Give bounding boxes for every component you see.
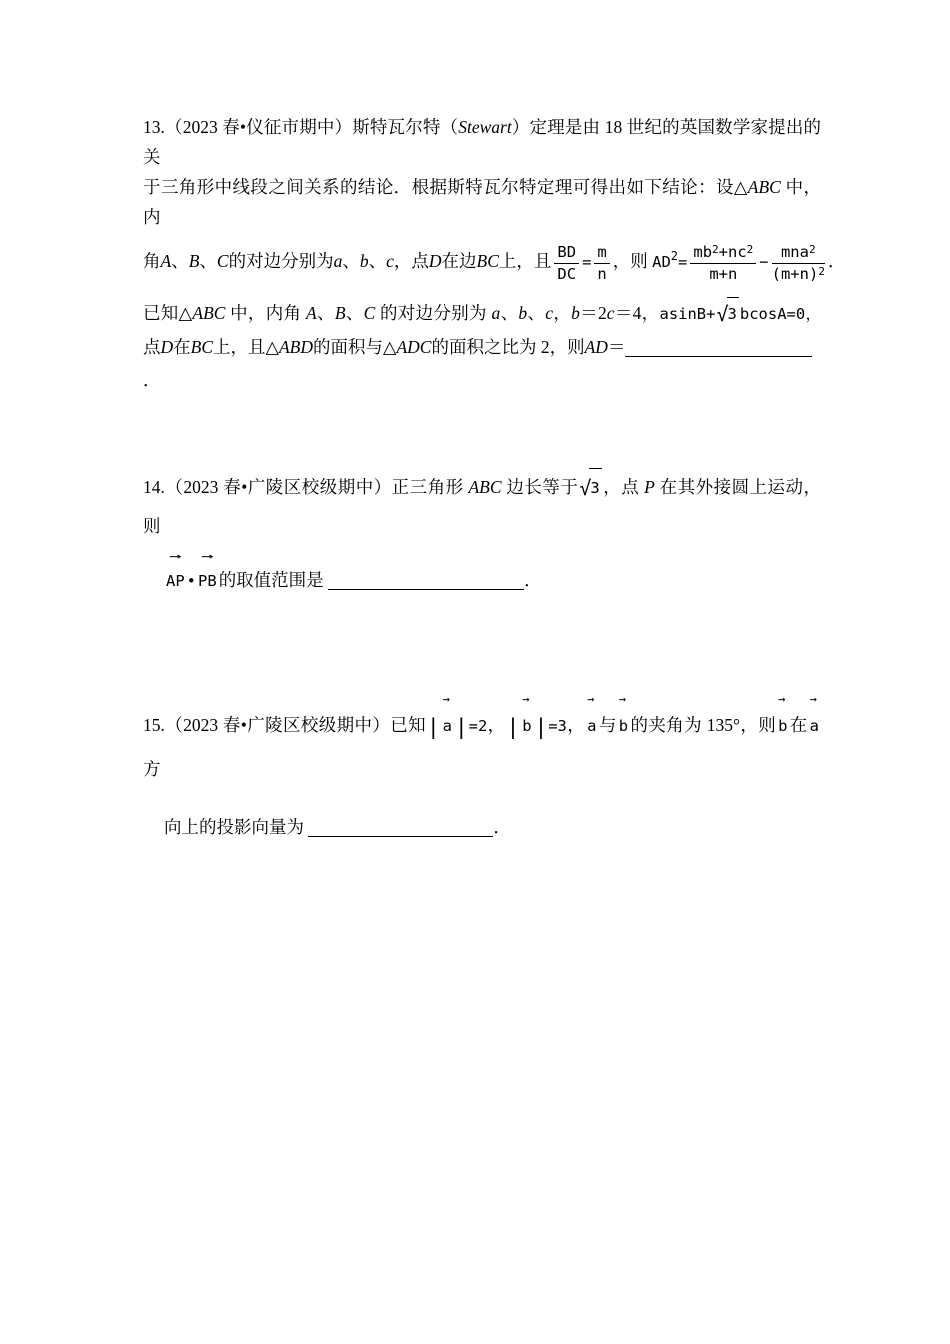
abs-bar: |	[506, 715, 520, 739]
text-run: ，	[487, 715, 506, 735]
fraction	[690, 242, 756, 284]
math-run: +nc	[718, 242, 747, 261]
answer-blank	[328, 572, 524, 591]
math-variable: ABC	[192, 303, 226, 323]
text-run: 的面积与△	[313, 337, 397, 357]
text-run: 边长等于	[501, 477, 579, 497]
math-run: mb	[693, 242, 713, 261]
vector-arrow-icon: →	[587, 692, 595, 706]
text-run: 、	[345, 303, 364, 323]
vector-name: a	[442, 717, 452, 735]
text-run: ，	[553, 303, 572, 323]
math-run: BD	[557, 242, 577, 261]
superscript: 2	[712, 242, 719, 256]
text-run: ＝4，	[614, 303, 660, 323]
vector	[778, 692, 788, 747]
sqrt-icon: √	[716, 302, 729, 326]
text-run: 与	[598, 715, 617, 735]
fraction-numerator	[594, 242, 609, 265]
vector-arrow-icon: →	[809, 692, 817, 706]
fraction	[594, 242, 609, 284]
text-run: 点	[143, 337, 161, 357]
vector	[587, 692, 597, 747]
math-variable: BC	[190, 337, 214, 357]
math-variable: D	[160, 337, 174, 357]
math-run: =2	[468, 717, 488, 735]
vector-name: a	[809, 717, 820, 735]
problem-14	[143, 468, 821, 600]
math-variable: ABC	[747, 177, 781, 197]
fraction-numerator	[554, 242, 579, 265]
text-run: ，点	[393, 251, 429, 271]
text-run: ）定理是由 18 世纪的英国数学家提出的关	[143, 117, 821, 167]
answer-blank	[308, 819, 493, 838]
vector	[809, 692, 820, 747]
sqrt-expression	[579, 468, 601, 507]
text-run: 、	[199, 251, 217, 271]
text-run: 在	[173, 337, 191, 357]
text-run: 、	[171, 251, 189, 271]
math-run: •	[186, 572, 197, 590]
superscript: 2	[670, 249, 679, 263]
text-run: 14.（2023 春•广陵区校级期中）正三角形	[143, 477, 469, 497]
math-variable: P	[644, 477, 655, 497]
fraction-numerator	[690, 242, 756, 265]
math-variable: ADC	[396, 337, 432, 357]
text-run: 向上的投影向量为	[164, 817, 309, 837]
math-run: AD	[652, 253, 671, 271]
text-run: 方	[143, 759, 161, 779]
math-variable: C	[216, 251, 229, 271]
vector-name: b	[778, 717, 788, 735]
text-run: 上，且	[498, 251, 552, 271]
superscript: 2	[746, 242, 754, 256]
text-run: 在其外接圆上运动，则	[143, 477, 822, 536]
math-run: =	[582, 253, 592, 271]
math-variable: B	[334, 303, 346, 323]
math-variable: A	[306, 303, 317, 323]
problem-15	[143, 692, 821, 844]
math-variable: a	[491, 303, 501, 323]
sqrt-radicand: 3	[727, 297, 739, 331]
text-run: ＝2	[579, 303, 607, 323]
math-variable: c	[606, 303, 615, 323]
vector-arrow-icon: →	[522, 692, 530, 706]
vector-arrow-icon: →	[618, 692, 626, 706]
math-run: −	[759, 253, 769, 271]
fraction-denominator	[594, 264, 609, 284]
vector	[166, 549, 185, 600]
vector-arrow-icon: →	[169, 549, 182, 563]
math-variable: b	[359, 251, 369, 271]
text-run: 、	[316, 303, 335, 323]
math-run: =3	[548, 717, 567, 735]
sqrt-expression	[716, 297, 738, 331]
math-variable: c	[545, 303, 554, 323]
text-run: 的面积之比为 2，则	[431, 337, 585, 357]
math-variable: b	[518, 303, 528, 323]
vector-name: b	[618, 717, 629, 735]
math-variable: BC	[476, 251, 499, 271]
vector-arrow-icon: →	[201, 549, 214, 563]
p13-line-2	[143, 172, 821, 232]
text-run: 13.（2023 春•仪征市期中）斯特瓦尔特（	[143, 117, 459, 137]
fraction-numerator	[772, 242, 825, 265]
math-variable: C	[363, 303, 376, 323]
math-run: (m+n)	[771, 265, 819, 284]
p14-line-1	[143, 468, 821, 545]
problem-13	[143, 112, 846, 397]
math-variable: ABC	[468, 477, 502, 497]
math-variable: Stewart	[458, 117, 512, 137]
fraction	[554, 242, 579, 284]
p13-line-5	[143, 331, 821, 397]
text-run: 于三角形中线段之间关系的结论．根据斯特瓦尔特定理可得出如下结论：设△	[143, 177, 748, 197]
sqrt-icon: √	[579, 476, 592, 500]
abs-bar: |	[534, 715, 548, 739]
math-variable: ABD	[278, 337, 314, 357]
math-variable: D	[428, 251, 442, 271]
fraction-denominator	[772, 264, 825, 284]
text-run: 角	[143, 251, 161, 271]
p13-line-3	[143, 232, 846, 291]
vector	[618, 692, 629, 747]
math-run: =	[678, 253, 688, 271]
vector-name: AP	[166, 572, 185, 590]
text-run: 在边	[441, 251, 477, 271]
text-run: ，则	[612, 251, 653, 271]
answer-blank	[625, 339, 812, 358]
text-run: 的夹角为 135°，则	[630, 715, 777, 735]
p13-line-4	[143, 297, 821, 331]
text-run: 的取值范围是	[218, 570, 329, 590]
text-run: 上，且△	[213, 337, 279, 357]
math-run: n	[597, 265, 607, 284]
abs-bar: |	[454, 715, 468, 739]
fraction-denominator	[554, 264, 579, 284]
superscript: 2	[808, 242, 816, 256]
math-variable: AD	[584, 337, 608, 357]
sqrt-radicand: 3	[589, 468, 601, 507]
math-variable: A	[160, 251, 172, 271]
text-run: 中，内角	[225, 303, 307, 323]
text-run: ，	[566, 715, 586, 735]
p15-line-1	[143, 692, 821, 790]
text-run: ，点	[602, 477, 645, 497]
vector-arrow-icon: →	[778, 692, 786, 706]
fraction-denominator	[690, 264, 756, 284]
p13-line-1	[143, 112, 821, 172]
math-run: bcosA=0，	[739, 305, 822, 323]
text-run: ．	[524, 570, 542, 590]
math-run: mna	[780, 242, 809, 261]
fraction	[772, 242, 825, 284]
math-variable: a	[333, 251, 343, 271]
math-run: m	[597, 242, 607, 261]
p15-line-2	[143, 810, 821, 844]
math-run: asinB+	[659, 305, 716, 323]
vector-name: b	[522, 717, 532, 735]
math-variable: B	[188, 251, 200, 271]
text-run: 、	[527, 303, 546, 323]
vector	[442, 692, 452, 747]
vector-name: a	[587, 717, 597, 735]
text-run: 、	[368, 251, 387, 271]
math-run: m+n	[709, 265, 738, 284]
text-run: ．	[827, 251, 846, 271]
vector	[522, 692, 532, 747]
math-run: DC	[557, 265, 577, 284]
text-run: ＝	[607, 337, 626, 357]
text-run: 在	[789, 715, 808, 735]
vector	[198, 549, 217, 600]
vector-arrow-icon: →	[442, 692, 450, 706]
text-run: 15.（2023 春•广陵区校级期中）已知	[143, 715, 426, 735]
text-run: 中，内	[143, 177, 821, 227]
math-variable: b	[571, 303, 580, 323]
text-run: 、	[342, 251, 360, 271]
text-run: ．	[493, 817, 511, 837]
text-run: ．	[143, 370, 161, 390]
vector-name: PB	[198, 572, 217, 590]
text-run: 、	[500, 303, 519, 323]
text-run: 的对边分别为	[375, 303, 492, 323]
superscript: 2	[818, 265, 825, 279]
p14-line-2	[143, 549, 821, 600]
abs-bar: |	[426, 715, 440, 739]
text-run: 的对边分别为	[228, 251, 334, 271]
math-variable: c	[386, 251, 394, 271]
text-run: 已知△	[143, 303, 193, 323]
